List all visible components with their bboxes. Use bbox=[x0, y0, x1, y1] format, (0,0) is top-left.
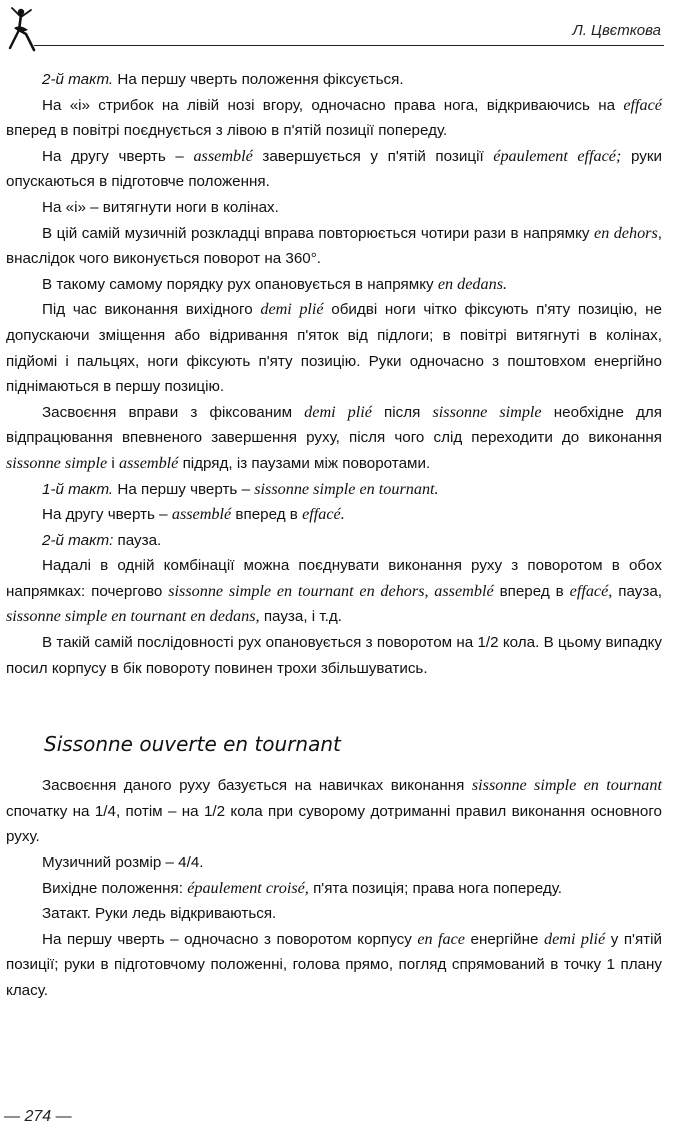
text-run: В такому самому порядку рух опановується в напрямку bbox=[42, 275, 438, 293]
paragraph bbox=[6, 850, 662, 876]
paragraph bbox=[6, 553, 662, 630]
text-run: і bbox=[107, 454, 119, 472]
text-run: підряд, із паузами між поворотами. bbox=[178, 454, 431, 472]
text-run: Надалі в одній комбінації можна поєднувати виконання руху з поворотом в обох напрямках: почергово bbox=[6, 557, 662, 600]
paragraph bbox=[6, 67, 662, 93]
text-run: руки опускаються в підготовче положення. bbox=[6, 147, 662, 191]
term-italic: épaulement croisé, bbox=[187, 878, 309, 897]
paragraph bbox=[6, 876, 662, 902]
paragraph bbox=[6, 93, 662, 144]
paragraph bbox=[6, 195, 662, 221]
paragraph bbox=[6, 528, 662, 554]
term-italic: épaulement effacé; bbox=[493, 146, 622, 165]
text-run: На першу чверть положення фіксується. bbox=[113, 71, 404, 88]
paragraph bbox=[6, 272, 662, 298]
paragraph bbox=[6, 502, 662, 528]
ballerina-icon bbox=[4, 4, 44, 56]
text-run: , внаслідок чого виконується поворот на 360°. bbox=[6, 224, 662, 268]
text-run: В цій самій музичній розкладці вправа повторюється чотири рази в напрямку bbox=[42, 224, 595, 242]
text-run: спочатку на 1/4, потім – на 1/2 кола при суворому дотриманні правил виконання основного руху. bbox=[6, 802, 662, 846]
term-italic: effacé bbox=[623, 95, 662, 114]
text-run: п'ята позиція; права нога попереду. bbox=[308, 879, 563, 897]
paragraph bbox=[6, 297, 662, 399]
text-run: вперед в bbox=[231, 506, 303, 524]
term-italic: effacé. bbox=[302, 505, 345, 524]
body-top bbox=[6, 67, 662, 681]
bar-label: 1-й такт. bbox=[42, 480, 114, 498]
term-italic: assemblé bbox=[171, 505, 232, 524]
text-run: вперед в bbox=[493, 582, 570, 600]
paragraph bbox=[6, 400, 662, 477]
term-italic: sissonne simple en tournant. bbox=[254, 479, 439, 498]
text-run: енергійне bbox=[464, 930, 545, 948]
text-run: Музичний розмір – 4/4. bbox=[42, 854, 204, 872]
paragraph bbox=[6, 477, 662, 503]
term-italic: assemblé bbox=[119, 453, 179, 472]
text-run: пауза, bbox=[612, 582, 662, 600]
text-run: Засвоєння вправи з фіксованим bbox=[42, 403, 305, 421]
text-run: На другу чверть – bbox=[42, 506, 172, 524]
page-header bbox=[0, 0, 681, 60]
paragraph bbox=[6, 221, 662, 272]
text-run: необхідне для відпрацювання впевненого завершення руху, після чого слід переходити до виконання bbox=[6, 403, 662, 447]
text-run: Засвоєння даного руху базується на навичках виконання bbox=[42, 777, 472, 795]
text-run: завершується у п'ятій позиції bbox=[252, 147, 494, 165]
term-italic: sissonne simple en tournant en dehors, assemblé bbox=[168, 581, 494, 600]
paragraph bbox=[6, 630, 662, 681]
text-run: пауза. bbox=[113, 531, 162, 549]
text-run: пауза, і т.д. bbox=[259, 608, 342, 626]
text-run: На другу чверть – bbox=[42, 147, 194, 165]
text-run: Вихідне положення: bbox=[42, 879, 188, 897]
term-italic: sissonne simple en tournant en dedans, bbox=[6, 607, 260, 626]
running-head-author: Л. Цвєткова bbox=[572, 22, 661, 39]
text-run: На «і» стрибок на лівій нозі вгору, одночасно права нога, відкриваючись на bbox=[42, 96, 624, 114]
term-italic: en face bbox=[417, 929, 465, 948]
term-italic: en dedans. bbox=[437, 274, 508, 293]
page-body bbox=[6, 67, 662, 1004]
term-italic: sissonne simple en tournant bbox=[471, 776, 662, 795]
header-rule bbox=[34, 45, 664, 46]
term-italic: effacé, bbox=[569, 581, 613, 600]
text-run: На «і» – витягнути ноги в колінах. bbox=[42, 198, 279, 216]
paragraph bbox=[6, 927, 662, 1004]
bar-label: 2-й такт: bbox=[42, 531, 114, 549]
bar-label: 2-й такт. bbox=[42, 71, 114, 88]
text-run: у п'ятій позиції; руки в підготовчому положенні, голова прямо, погляд спрямований в точку 1 плану класу. bbox=[6, 930, 662, 999]
paragraph bbox=[6, 773, 662, 850]
page-number: — 274 — bbox=[4, 1108, 72, 1125]
term-italic: sissonne simple bbox=[6, 453, 108, 472]
text-run: Затакт. Руки ледь відкриваються. bbox=[42, 905, 277, 923]
term-italic: demi plié bbox=[304, 402, 372, 421]
section-title: Sissonne ouverte en tournant bbox=[44, 732, 341, 757]
paragraph bbox=[6, 144, 662, 195]
section-gap bbox=[6, 681, 662, 730]
body-bottom bbox=[6, 773, 662, 1003]
text-run: На першу чверть – одночасно з поворотом корпусу bbox=[42, 930, 418, 948]
text-run: обидві ноги чітко фіксують п'яту позицію, не допускаючи зміщення або відривання п'яток від підлоги; в повітрі витягнуті в колінах, підйомі і пальцях, ноги фіксують п'яту позицію. Руки одночасно з поштовхом енергійно піднімаються в першу позицію. bbox=[6, 301, 662, 396]
term-italic: demi plié bbox=[544, 929, 606, 948]
text-run: Під час виконання вихідного bbox=[42, 301, 261, 319]
text-run: На першу чверть – bbox=[113, 480, 255, 498]
paragraph bbox=[6, 901, 662, 927]
term-italic: assemblé bbox=[193, 146, 253, 165]
text-run: В такій самій послідовності рух опановується з поворотом на 1/2 кола. В цьому випадку посил корпусу в бік повороту повинен трохи збільшуватись. bbox=[6, 634, 662, 677]
term-italic: en dehors bbox=[594, 223, 658, 242]
text-run: після bbox=[371, 403, 433, 421]
term-italic: sissonne simple bbox=[432, 402, 542, 421]
text-run: вперед в повітрі поєднується з лівою в п'ятій позиції попереду. bbox=[6, 122, 448, 140]
term-italic: demi plié bbox=[260, 300, 324, 319]
